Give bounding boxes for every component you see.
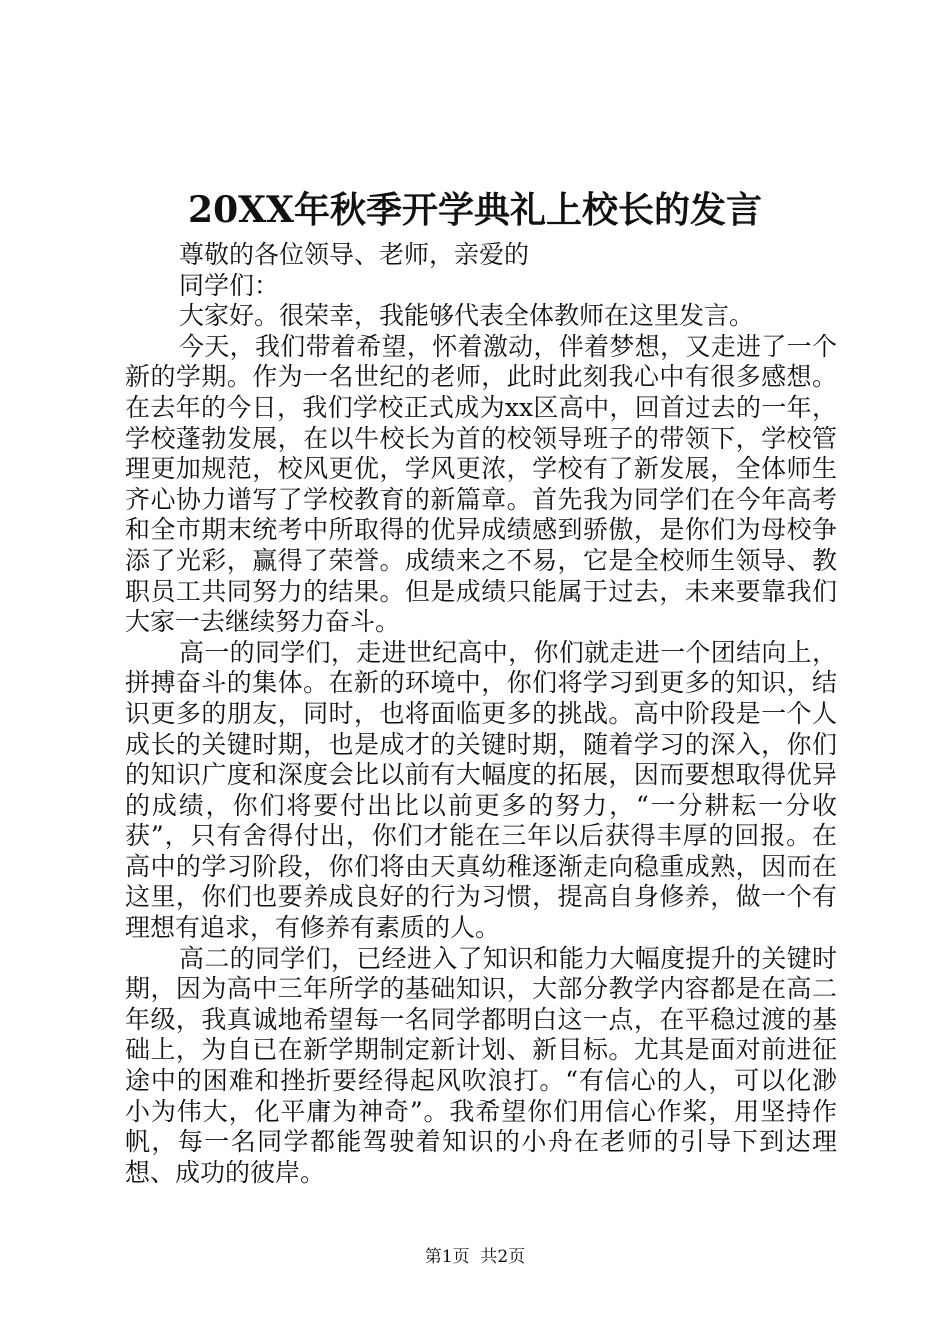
document-body (125, 240, 837, 1188)
paragraph-2: 高一的同学们，走进世纪高中，你们就走进一个团结向上，拼搏奋斗的集体。在新的环境中，你们将学习到更多的知识，结识更多的朋友，同时，也将面临更多的挑战。高中阶段是一个人成长的关键时期，也是成才的关键时期，随着学习的深入，你们的知识广度和深度会比以前有大幅度的拓展，因而要想取得优异的成绩，你们将要付出比以前更多的努力，“一分耕耘一分收获”，只有舍得付出，你们才能在三年以后获得丰厚的回报。在高中的学习阶段，你们将由天真幼稚逐渐走向稳重成熟，因而在这里，你们也要养成良好的行为习惯，提高自身修养，做一个有理想有追求，有修养有素质的人。 (125, 637, 837, 943)
paragraph-3: 高二的同学们，已经进入了知识和能力大幅度提升的关键时期，因为高中三年所学的基础知识，大部分教学内容都是在高二年级，我真诚地希望每一名同学都明白这一点，在平稳过渡的基础上，为自已在新学期制定新计划、新目标。尤其是面对前进征途中的困难和挫折要经得起风吹浪打。“有信心的人，可以化渺小为伟大，化平庸为神奇”。我希望你们用信心作桨，用坚持作帆，每一名同学都能驾驶着知识的小舟在老师的引导下到达理想、成功的彼岸。 (125, 943, 837, 1187)
paragraph-1: 今天，我们带着希望，怀着激动，伴着梦想，又走进了一个新的学期。作为一名世纪的老师，此时此刻我心中有很多感想。在去年的今日，我们学校正式成为xx区高中，回首过去的一年，学校蓬勃发展，在以牛校长为首的校领导班子的带领下，学校管理更加规范，校风更优，学风更浓，学校有了新发展，全体师生齐心协力谱写了学校教育的新篇章。首先我为同学们在今年高考和全市期末统考中所取得的优异成绩感到骄傲，是你们为母校争添了光彩，赢得了荣誉。成绩来之不易，它是全校师生领导、教职员工共同努力的结果。但是成绩只能属于过去，未来要靠我们大家一去继续努力奋斗。 (125, 331, 837, 637)
document-title: 20XX年秋季开学典礼上校长的发言 (188, 189, 762, 231)
greeting-line-2: 同学们： (179, 270, 280, 300)
opening-line: 大家好。很荣幸，我能够代表全体教师在这里发言。 (179, 301, 755, 331)
greeting-line-1: 尊敬的各位领导、老师，亲爱的 (179, 240, 530, 269)
page-footer (0, 1246, 950, 1268)
page-number: 第1页 共2页 (424, 1247, 526, 1267)
